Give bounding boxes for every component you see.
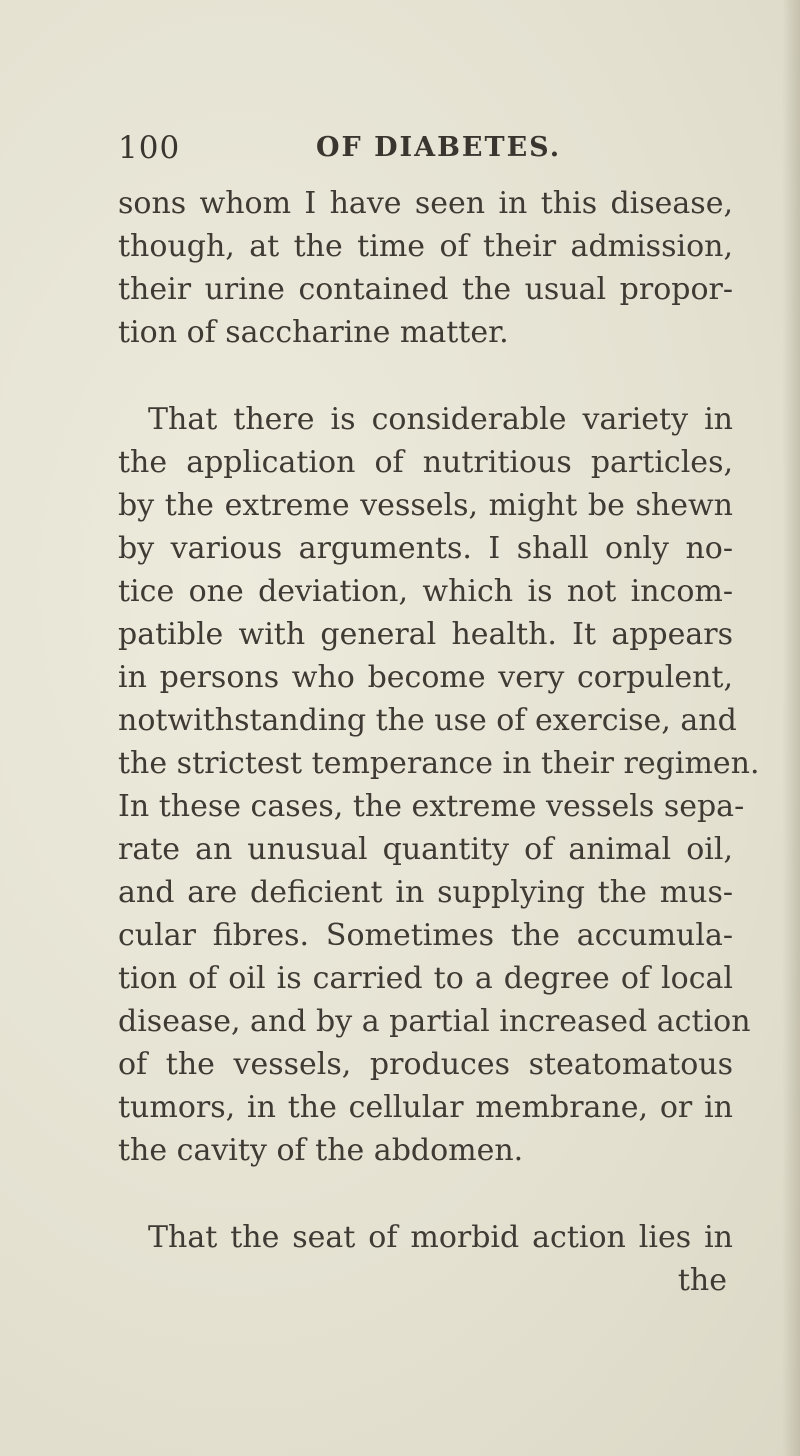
text-line: by the extreme vessels, might be shewn xyxy=(118,488,733,523)
text-line: disease, and by a partial increased action xyxy=(118,1004,751,1039)
text-line: tion of oil is carried to a degree of local xyxy=(118,961,733,996)
text-line: That the seat of morbid action lies in xyxy=(148,1220,733,1255)
text-line: their urine contained the usual propor- xyxy=(118,272,733,307)
paragraph-gap xyxy=(118,354,733,398)
text-line: tion of saccharine matter. xyxy=(118,315,509,350)
text-line: rate an unusual quantity of animal oil, xyxy=(118,832,733,867)
paragraph-3 xyxy=(118,1216,733,1259)
text-line: sons whom I have seen in this disease, xyxy=(118,186,733,221)
text-line: of the vessels, produces steatomatous xyxy=(118,1047,733,1082)
text-line: That there is considerable variety in xyxy=(148,402,733,437)
text-line: and are deficient in supplying the mus- xyxy=(118,875,733,910)
text-line: the strictest temperance in their regimen. xyxy=(118,746,760,781)
page-edge-shadow xyxy=(782,0,800,1456)
page-header xyxy=(118,130,718,170)
text-line: cular fibres. Sometimes the accumula- xyxy=(118,918,733,953)
text-line: the application of nutritious particles, xyxy=(118,445,733,480)
running-head: OF DIABETES. xyxy=(316,132,562,163)
paragraph-1 xyxy=(118,182,733,354)
text-line: by various arguments. I shall only no- xyxy=(118,531,733,566)
paragraph-gap xyxy=(118,1172,733,1216)
text-line: tice one deviation, which is not incom- xyxy=(118,574,733,609)
text-line: tumors, in the cellular membrane, or in xyxy=(118,1090,733,1125)
paragraph-2 xyxy=(118,398,760,1172)
text-line: though, at the time of their admission, xyxy=(118,229,733,264)
body-text xyxy=(118,182,760,1302)
catchword: the xyxy=(677,1263,727,1298)
text-line: patible with general health. It appears xyxy=(118,617,733,652)
text-line: in persons who become very corpulent, xyxy=(118,660,733,695)
page-number: 100 xyxy=(118,130,181,166)
text-line: the cavity of the abdomen. xyxy=(118,1133,524,1168)
text-line: notwithstanding the use of exercise, and xyxy=(118,703,737,738)
text-line: In these cases, the extreme vessels sepa- xyxy=(118,789,745,824)
